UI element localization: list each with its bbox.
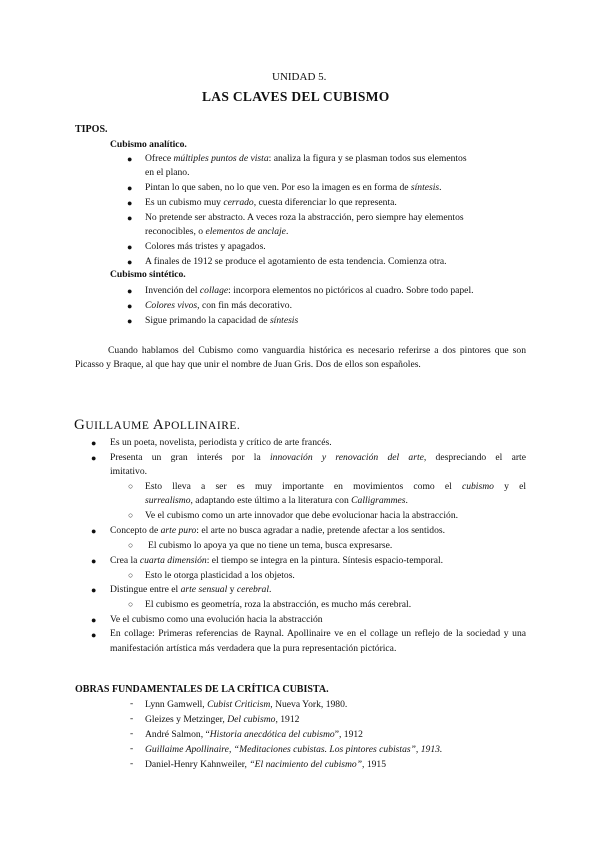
sub-list-item: El cubismo es geometría, roza la abstracción, es mucho más cerebral.: [145, 599, 412, 610]
list-item-continuation: en el plano.: [145, 167, 190, 178]
sub-list-item: Esto lleva a ser es muy importante en movimientos como el cubismo y el: [145, 481, 526, 492]
list-item: Distingue entre el arte sensual y cerebral.: [110, 584, 272, 595]
list-item: Gleizes y Metzinger, Del cubismo, 1912: [145, 714, 300, 725]
bullet-icon: ●: [127, 257, 133, 267]
section-heading-apollinaire: GUILLAUME APOLLINAIRE.: [74, 417, 241, 433]
list-item: En collage: Primeras referencias de Raynal. Apollinaire ve en el collage un reflejo de la sociedad y una manifestación artística más verdadera que la pura representación pictórica.: [110, 628, 526, 654]
list-item: Ofrece múltiples puntos de vista: analiza la figura y se plasman todos sus elementos: [145, 153, 467, 164]
dash-icon: -: [130, 758, 134, 769]
list-item: André Salmon, “Historia anecdótica del cubismo”, 1912: [145, 729, 363, 740]
list-item: Sigue primando la capacidad de síntesis: [145, 315, 299, 326]
list-item: Es un poeta, novelista, periodista y crítico de arte francés.: [110, 437, 332, 448]
bullet-icon: ●: [127, 316, 133, 326]
sub-bullet-icon: ○: [128, 540, 134, 550]
dash-icon: -: [130, 698, 134, 709]
sub-bullet-icon: ○: [128, 481, 134, 491]
intro-paragraph: Cuando hablamos del Cubismo como vanguardia histórica es necesario referirse a dos pintores que son Picasso y Braque, al que hay que unir el nombre de Juan Gris. Dos de ellos son españoles.: [75, 345, 526, 371]
bullet-icon: ●: [91, 453, 97, 463]
bullet-icon: ●: [127, 301, 133, 311]
bullet-icon: ●: [127, 154, 133, 164]
list-item-continuation: reconocibles, o elementos de anclaje.: [145, 226, 289, 237]
bullet-icon: ●: [91, 556, 97, 566]
section-heading-tipos: TIPOS.: [75, 124, 108, 135]
dash-icon: -: [130, 728, 134, 739]
list-item: Pintan lo que saben, no lo que ven. Por eso la imagen es en forma de síntesis.: [145, 182, 442, 193]
list-item: Presenta un gran interés por la innovación y renovación del arte, despreciando el arte: [110, 452, 526, 463]
sub-bullet-icon: ○: [128, 599, 134, 609]
bullet-icon: ●: [127, 198, 133, 208]
section-heading-obras: OBRAS FUNDAMENTALES DE LA CRÍTICA CUBISTA.: [75, 684, 329, 695]
list-item: Daniel-Henry Kahnweiler, “El nacimiento del cubismo”, 1915: [145, 759, 387, 770]
bullet-icon: ●: [91, 526, 97, 536]
bullet-icon: ●: [127, 213, 133, 223]
list-item: Lynn Gamwell, Cubist Criticism, Nueva York, 1980.: [145, 699, 348, 710]
sub-list-item: Esto le otorga plasticidad a los objetos.: [145, 570, 295, 581]
sub-list-item-continuation: surrealismo, adaptando este último a la literatura con Calligrammes.: [145, 495, 408, 506]
list-item: Crea la cuarta dimensión: el tiempo se integra en la pintura. Síntesis espacio-temporal.: [110, 555, 444, 566]
dash-icon: -: [130, 713, 134, 724]
sub-list-item: Ve el cubismo como un arte innovador que debe evolucionar hacia la abstracción.: [145, 510, 459, 521]
sub-list-item: El cubismo lo apoya ya que no tiene un tema, busca expresarse.: [148, 540, 393, 551]
subheading-analitico: Cubismo analítico.: [110, 139, 187, 150]
bullet-icon: ●: [127, 286, 133, 296]
page-title: LAS CLAVES DEL CUBISMO: [202, 89, 390, 104]
list-item: Guillaime Apollinaire, “Meditaciones cubistas. Los pintores cubistas”, 1913.: [145, 744, 443, 755]
list-item: Invención del collage: incorpora elementos no pictóricos al cuadro. Sobre todo papel.: [145, 285, 474, 296]
bullet-icon: ●: [91, 585, 97, 595]
sub-bullet-icon: ○: [128, 510, 134, 520]
list-item: No pretende ser abstracto. A veces roza la abstracción, pero siempre hay elementos: [145, 212, 464, 223]
bullet-icon: ●: [127, 183, 133, 193]
list-item: Colores más tristes y apagados.: [145, 241, 266, 252]
dash-icon: -: [130, 743, 134, 754]
list-item-continuation: imitativo.: [110, 466, 148, 477]
list-item: Colores vivos, con fin más decorativo.: [145, 300, 292, 311]
list-item: Es un cubismo muy cerrado, cuesta diferenciar lo que representa.: [145, 197, 397, 208]
subheading-sintetico: Cubismo sintético.: [110, 269, 186, 280]
sub-bullet-icon: ○: [128, 570, 134, 580]
list-item: Concepto de arte puro: el arte no busca agradar a nadie, pretende afectar a los sentidos.: [110, 525, 446, 536]
list-item: Ve el cubismo como una evolución hacia la abstracción: [110, 614, 323, 625]
unit-label: UNIDAD 5.: [272, 71, 327, 83]
bullet-icon: ●: [91, 630, 97, 640]
list-item: A finales de 1912 se produce el agotamiento de esta tendencia. Comienza otra.: [145, 256, 447, 267]
bullet-icon: ●: [127, 242, 133, 252]
bullet-icon: ●: [91, 615, 97, 625]
bullet-icon: ●: [91, 438, 97, 448]
